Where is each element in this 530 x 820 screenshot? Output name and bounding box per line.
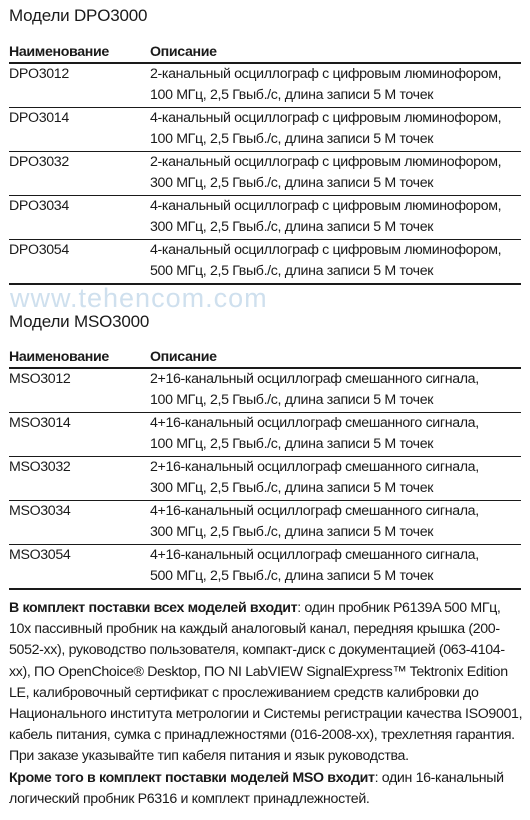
description-line-2: 500 МГц, 2,5 Гвыб./с, длина записи 5 М точек	[150, 568, 434, 584]
table-row	[9, 63, 521, 108]
column-header-description: Описание	[150, 42, 521, 63]
standard-package-heading: В комплект поставки всех моделей входит	[9, 600, 298, 616]
model-name-cell: DPO3014	[9, 108, 150, 152]
table-row	[9, 152, 521, 196]
description-line-1: 2-канальный осциллограф с цифровым люминофором,	[150, 154, 502, 170]
description-line-1: 2+16-канальный осциллограф смешанного сигнала,	[150, 371, 479, 387]
description-line-1: 4+16-канальный осциллограф смешанного сигнала,	[150, 547, 479, 563]
model-description-cell	[150, 152, 521, 196]
description-line-2: 300 МГц, 2,5 Гвыб./с, длина записи 5 М точек	[150, 524, 434, 540]
description-line-1: 4-канальный осциллограф с цифровым люминофором,	[150, 242, 502, 258]
table-row	[9, 413, 521, 457]
column-header-name: Наименование	[9, 347, 150, 368]
model-description-cell	[150, 240, 521, 285]
model-name-cell: MSO3034	[9, 501, 150, 545]
table-row	[9, 240, 521, 285]
model-name-cell: MSO3032	[9, 457, 150, 501]
table-header-row	[9, 42, 521, 63]
description-line-2: 500 МГц, 2,5 Гвыб./с, длина записи 5 М точек	[150, 263, 434, 279]
description-line-1: 2+16-канальный осциллограф смешанного сигнала,	[150, 459, 479, 475]
model-name-cell: MSO3054	[9, 545, 150, 590]
package-contents-note	[9, 598, 524, 810]
model-description-cell	[150, 368, 521, 413]
standard-package-paragraph	[9, 598, 524, 768]
model-description-cell	[150, 545, 521, 590]
description-line-2: 300 МГц, 2,5 Гвыб./с, длина записи 5 М точек	[150, 175, 434, 191]
model-name-cell: DPO3054	[9, 240, 150, 285]
model-description-cell	[150, 501, 521, 545]
table-header-row	[9, 347, 521, 368]
model-description-cell	[150, 63, 521, 108]
description-line-1: 4+16-канальный осциллограф смешанного сигнала,	[150, 503, 479, 519]
model-name-cell: MSO3012	[9, 368, 150, 413]
mso-section-title: Модели MSO3000	[9, 312, 150, 331]
description-line-2: 300 МГц, 2,5 Гвыб./с, длина записи 5 М точек	[150, 480, 434, 496]
website-watermark: www.tehencom.com	[10, 283, 268, 313]
column-header-name: Наименование	[9, 42, 150, 63]
dpo-section-title: Модели DPO3000	[9, 6, 148, 25]
model-name-cell: MSO3014	[9, 413, 150, 457]
description-line-2: 300 МГц, 2,5 Гвыб./с, длина записи 5 М точек	[150, 219, 434, 235]
model-description-cell	[150, 413, 521, 457]
description-line-1: 4-канальный осциллограф с цифровым люминофором,	[150, 110, 502, 126]
model-name-cell: DPO3034	[9, 196, 150, 240]
mso-package-text: : один 16-канальный логический пробник P6316 и комплект принадлежностей.	[9, 769, 504, 807]
mso-package-heading: Кроме того в комплект поставки моделей MSO входит	[9, 769, 375, 786]
table-row	[9, 368, 521, 413]
standard-package-text: : один пробник P6139A 500 МГц, 10х пассивный пробник на каждый аналоговый канал, передняя крышка (200-5052-xx), руководство пользователя, компакт-диск с документацией (063-4104-xx), ПО OpenChoice® Desktop, ПО NI LabVIEW SignalExpress™ Tektronix Edition LE, калибровочный сертификат с прослеживанием средств калибровки до Национального института метрологии и Системы регистрации качества ISO9001, кабель питания, сумка с принадлежностями (016-2008-xx), трехлетняя гарантия. При заказе указывайте тип кабеля питания и язык руководства.	[9, 600, 523, 765]
model-description-cell	[150, 457, 521, 501]
description-line-2: 100 МГц, 2,5 Гвыб./с, длина записи 5 М точек	[150, 392, 434, 408]
model-name-cell: DPO3032	[9, 152, 150, 196]
table-row	[9, 501, 521, 545]
table-row	[9, 108, 521, 152]
description-line-1: 2-канальный осциллограф с цифровым люминофором,	[150, 66, 502, 82]
table-row	[9, 545, 521, 590]
description-line-1: 4-канальный осциллограф с цифровым люминофором,	[150, 198, 502, 214]
table-row	[9, 457, 521, 501]
mso-package-paragraph	[9, 768, 524, 810]
table-row	[9, 196, 521, 240]
mso-models-table	[9, 347, 521, 590]
description-line-2: 100 МГц, 2,5 Гвыб./с, длина записи 5 М точек	[150, 436, 434, 452]
model-name-cell: DPO3012	[9, 63, 150, 108]
model-description-cell	[150, 108, 521, 152]
column-header-description: Описание	[150, 347, 521, 368]
description-line-2: 100 МГц, 2,5 Гвыб./с, длина записи 5 М точек	[150, 87, 434, 103]
dpo-models-table	[9, 42, 521, 285]
description-line-1: 4+16-канальный осциллограф смешанного сигнала,	[150, 415, 479, 431]
model-description-cell	[150, 196, 521, 240]
description-line-2: 100 МГц, 2,5 Гвыб./с, длина записи 5 М точек	[150, 131, 434, 147]
